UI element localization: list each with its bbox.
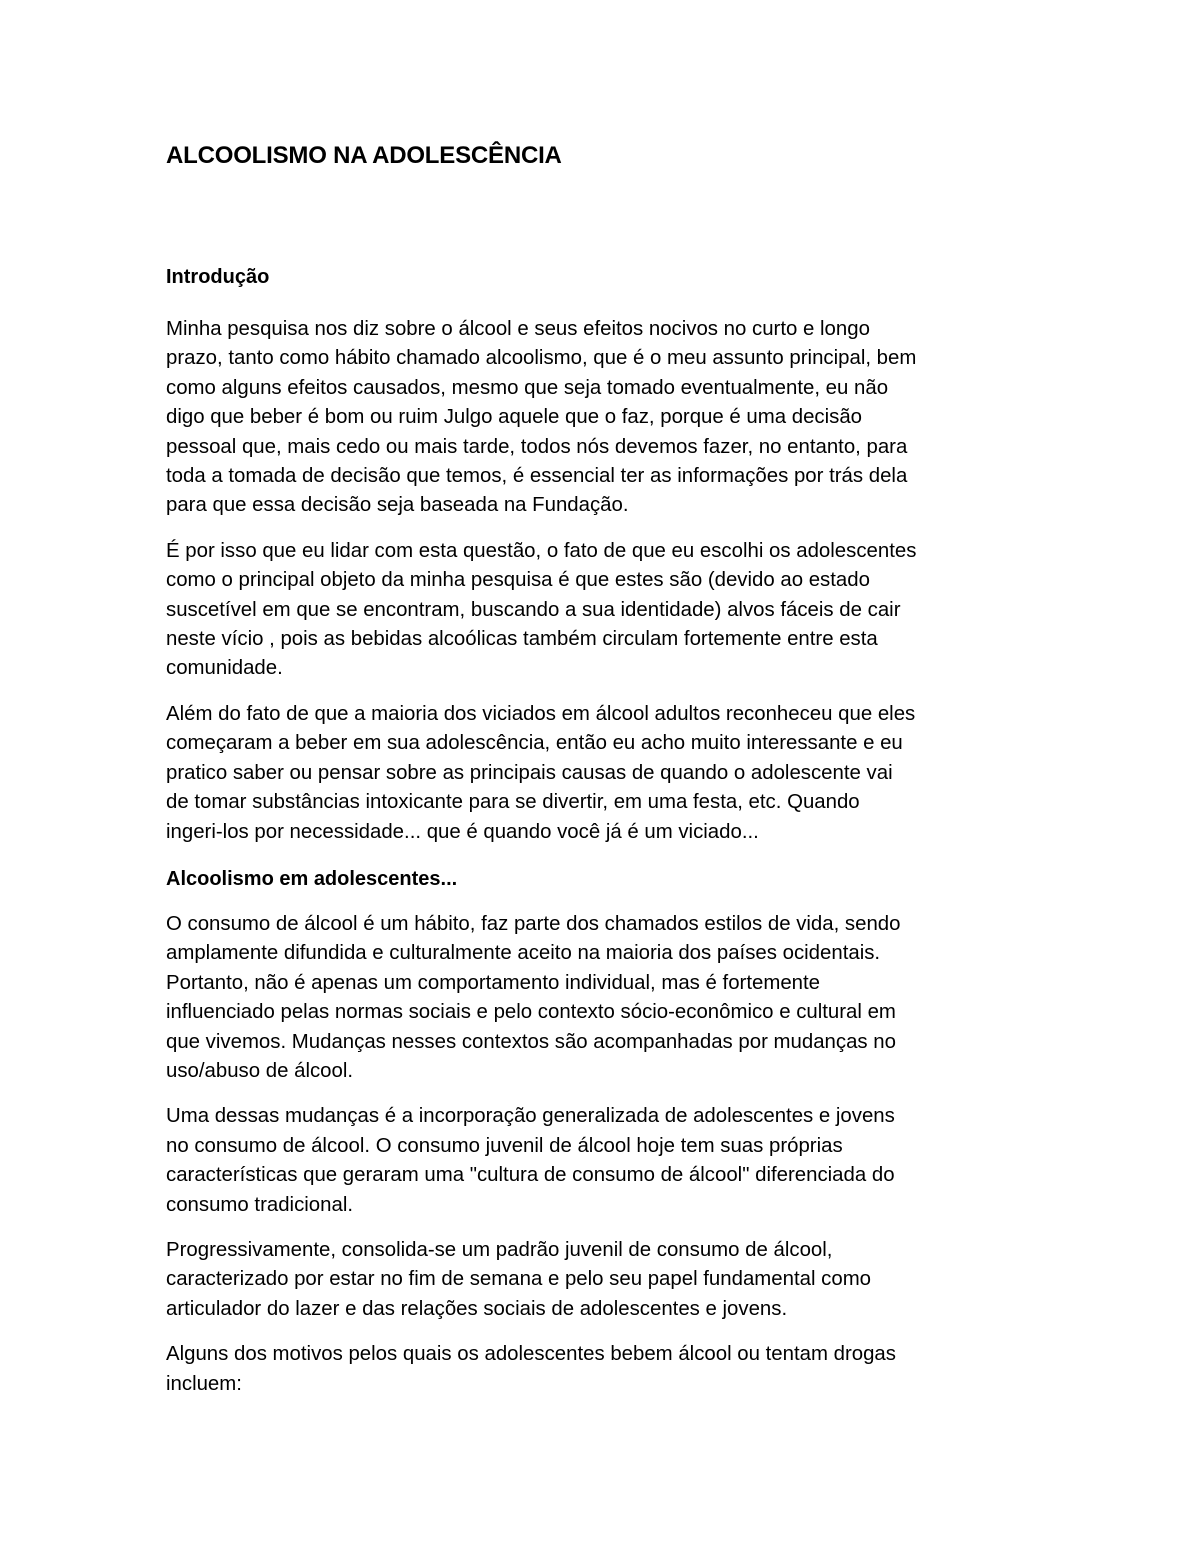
text-line: influenciado pelas normas sociais e pelo contexto sócio-econômico e cultural em [166, 1001, 896, 1024]
text-line: como alguns efeitos causados, mesmo que seja tomado eventualmente, eu não [166, 376, 889, 399]
paragraph [166, 700, 1046, 847]
text-line: características que geraram uma "cultura de consumo de álcool" diferenciada do [166, 1164, 895, 1187]
text-line: como o principal objeto da minha pesquisa é que estes são (devido ao estado [166, 569, 870, 592]
text-line: suscetível em que se encontram, buscando a sua identidade) alvos fáceis de cair [166, 598, 901, 621]
document-title: ALCOOLISMO NA ADOLESCÊNCIA [166, 142, 562, 169]
text-line: pratico saber ou pensar sobre as principais causas de quando o adolescente vai [166, 761, 893, 784]
text-line: para que essa decisão seja baseada na Fundação. [166, 494, 629, 517]
intro-heading: Introdução [166, 266, 270, 288]
text-line: neste vício , pois as bebidas alcoólicas também circulam fortemente entre esta [166, 628, 878, 651]
paragraph [166, 1236, 1046, 1324]
text-line: começaram a beber em sua adolescência, então eu acho muito interessante e eu [166, 732, 903, 755]
text-line: Uma dessas mudanças é a incorporação generalizada de adolescentes e jovens [166, 1105, 895, 1128]
text-line: Alguns dos motivos pelos quais os adolescentes bebem álcool ou tentam drogas [166, 1343, 896, 1366]
section-body [166, 910, 1046, 1399]
text-line: articulador do lazer e das relações sociais de adolescentes e jovens. [166, 1297, 788, 1320]
intro-body [166, 315, 1046, 847]
text-line: caracterizado por estar no fim de semana e pelo seu papel fundamental como [166, 1268, 872, 1291]
text-line: prazo, tanto como hábito chamado alcoolismo, que é o meu assunto principal, bem [166, 347, 917, 370]
text-line: comunidade. [166, 657, 283, 680]
text-line: Além do fato de que a maioria dos viciados em álcool adultos reconheceu que eles [166, 702, 916, 725]
text-line: Minha pesquisa nos diz sobre o álcool e seus efeitos nocivos no curto e longo [166, 318, 870, 340]
text-line: de tomar substâncias intoxicante para se divertir, em uma festa, etc. Quando [166, 791, 860, 814]
text-line: que vivemos. Mudanças nesses contextos são acompanhadas por mudanças no [166, 1030, 896, 1053]
text-line: Portanto, não é apenas um comportamento individual, mas é fortemente [166, 971, 821, 994]
paragraph [166, 537, 1046, 684]
paragraph [166, 910, 1046, 1086]
text-line: no consumo de álcool. O consumo juvenil de álcool hoje tem suas próprias [166, 1134, 843, 1157]
text-line: Progressivamente, consolida-se um padrão juvenil de consumo de álcool, [166, 1238, 833, 1261]
text-line: pessoal que, mais cedo ou mais tarde, todos nós devemos fazer, no entanto, para [166, 435, 908, 458]
section-heading: Alcoolismo em adolescentes... [166, 867, 458, 890]
paragraph [166, 1340, 1046, 1399]
text-line: É por isso que eu lidar com esta questão, o fato de que eu escolhi os adolescentes [166, 539, 917, 562]
text-line: amplamente difundida e culturalmente aceito na maioria dos países ocidentais. [166, 942, 881, 965]
text-line: incluem: [166, 1372, 242, 1395]
text-line: toda a tomada de decisão que temos, é essencial ter as informações por trás dela [166, 465, 908, 488]
text-line: ingeri-los por necessidade... que é quando você já é um viciado... [166, 820, 759, 843]
paragraph [166, 1102, 1046, 1220]
text-line: O consumo de álcool é um hábito, faz parte dos chamados estilos de vida, sendo [166, 912, 901, 935]
text-line: digo que beber é bom ou ruim Julgo aquele que o faz, porque é uma decisão [166, 406, 863, 429]
paragraph [166, 315, 1046, 521]
document-content [166, 138, 1046, 1399]
text-line: uso/abuso de álcool. [166, 1059, 354, 1082]
text-line: consumo tradicional. [166, 1193, 354, 1216]
